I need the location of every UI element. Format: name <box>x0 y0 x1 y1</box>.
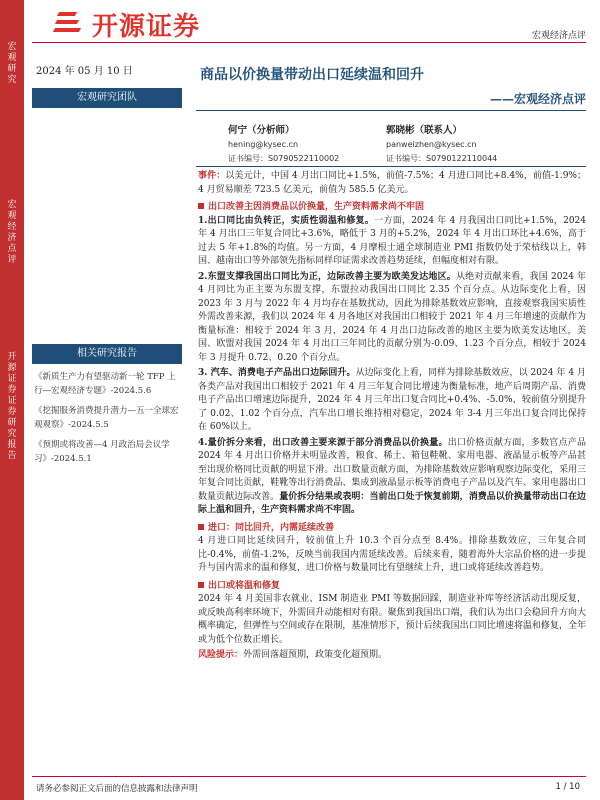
brand-logo <box>52 6 252 40</box>
paragraph: 2024 年 4 月美国非农就业、ISM 制造业 PMI 等数据回踩，制造业补库等经济活动出现反复，或反映高利率环境下，外需回升动能相对有限。聚焦到我国出口端，我们认为出口会稳回升方向大概率确定，但弹性与空间或存在限制，基准情形下，预计后续我国出口同比增速将温和修复，全年或为低个位数正增长。 <box>198 594 586 645</box>
bullet-icon <box>198 524 204 530</box>
related-label: 相关研究报告 <box>32 344 182 364</box>
section-heading: 进口：同比回升，内需延续改善 <box>198 522 586 536</box>
author-email[interactable]: hening@kysec.cn <box>228 140 299 149</box>
section-heading: 出口改善主因消费品以价换量，生产资料需求尚不牢固 <box>198 201 586 215</box>
related-item[interactable]: 《新质生产力有望驱动新一轮 TFP 上行—宏观经济专题》-2024.5.6 <box>34 372 176 396</box>
author-email[interactable]: panweizhen@kysec.cn <box>386 140 477 149</box>
title-divider <box>196 110 586 111</box>
logo-mark-icon <box>52 8 86 38</box>
paragraph: 4 月进口同比延续回升，较前值上升 10.3 个百分点至 8.4%。排除基数效应，三年复合同比-0.4%，前值-1.2%，反映当前我国内需延续改善。后续来看，随着海外大宗品价格的进一步提升与国内需求的温和修复，进口价格与数量同比有望继续上升，进口或将延续改善趋势。 <box>198 536 586 573</box>
paragraph: 4.量价拆分来看，出口改善主要来源于部分消费品以价换量。出口价格贡献方面，多数官点产品 2024 年 4 月出口价格并未明显改善，粮食、稀土、箱包鞋靴、家用电器、液晶显示板等产品甚至出现价格同比贡献的明显下滑。出口数量贡献方面，为排除基数效应影响观察边际变化，采用三年复合同比贡献，鞋靴等出行消费品、集成到液晶显示板等消费电子产品以及汽车、家用电器出口数量贡献边际改善。量价拆分结果或表明：当前出口处于恢复前期，消费品以价换量带动出口在边际上温和回升，生产资料需求尚不牢固。 <box>198 437 586 515</box>
paragraph: 3. 汽车、消费电子产品出口边际回升。从边际变化上看，同样为排除基数效应，以 2024 年 4 月各类产品对我国出口相较于 2021 年 4 月三年复合同比增速为衡量标准，地产后周期产品、消费电子产品出口增速边际提升，2024 年 4 月三年出口复合同比+0.4%、-5.0%，较前值分别提升了 0.02、1.02 个百分点，汽车出口增长维持相对稳定，2024 年 3-4 月三年出口复合同比保持在 60%以上。 <box>198 368 587 432</box>
author-name: 何宁（分析师） <box>228 125 295 136</box>
page-title: 商品以价换量带动出口延续温和回升 <box>200 67 424 83</box>
report-date: 2024 年 05 月 10 日 <box>36 66 133 77</box>
footer-divider <box>32 776 586 777</box>
strip-mid-text: 宏观经济点评 <box>7 200 17 265</box>
author-cert: 证书编号：S0790122110044 <box>386 154 498 163</box>
section-heading: 出口或将温和修复 <box>198 580 586 594</box>
related-item[interactable]: 《挖掘服务消费提升潜力—五一全球宏观观察》-2024.5.5 <box>34 406 179 430</box>
report-type: 宏观经济点评 <box>531 31 586 41</box>
event-paragraph <box>198 170 586 197</box>
side-color-strip <box>0 0 24 800</box>
author-cert: 证书编号：S0790522110002 <box>228 154 340 163</box>
related-item[interactable]: 《预期或将改善—4 月政治局会议学习》-2024.5.1 <box>34 440 170 464</box>
event-text: 以美元计，中国 4 月出口同比+1.5%，前值-7.5%；4 月进口同比+8.4%，前值-1.9%；4 月贸易顺差 723.5 亿美元，前值为 585.5 亿美元。 <box>198 171 586 195</box>
page-subtitle: ——宏观经济点评 <box>489 92 586 106</box>
event-label: 事件： <box>198 171 226 181</box>
author-2 <box>386 122 497 164</box>
team-label: 宏观研究团队 <box>32 88 182 108</box>
brand-name: 开源证券 <box>92 12 201 42</box>
risk-paragraph: 风险提示：外需回落超预期，政策变化超预期。 <box>198 650 388 660</box>
paragraph: 1.出口同比由负转正，实质性弱温和修复。一方面，2024 年 4 月我国出口同比+1.5%，2024 年 4 月出口三年复合同比+3.6%，略低于 3 月的+5.2%，2024 年 4 月出口环比+4.6%，高于过去 5 年+1.8%的均值。另一方面，4 月摩根士通全球制造业 PMI 指数仍处于荣枯线以上，韩国、越南出口等外部领先指标同样印证需求改善趋势延续，但幅度相对有限。 <box>198 215 586 266</box>
footer-disclaimer[interactable]: 请务必参阅正文后面的信息披露和法律声明 <box>36 784 198 794</box>
report-body <box>198 170 586 665</box>
author-1 <box>228 122 339 164</box>
header-divider <box>32 42 586 43</box>
page-number: 1 / 10 <box>555 782 580 792</box>
strip-bottom-text: 开源证券 证券研究报告 <box>7 352 17 461</box>
strip-top-text: 宏观研究 <box>7 42 17 85</box>
author-divider <box>196 166 586 167</box>
paragraph: 2.东盟支撑我国出口同比为正，边际改善主要为欧美发达地区。从绝对贡献来看，我国 2024 年 4 月同比为正主要为东盟支撑，东盟拉动我国出口同比 2.35 个百分点。从边际变化上看，因 2023 年 3 月与 2022 年 4 月均存在基数扰动，因此为排除基数效应影响，直接观察我国实质性外需改善来源，我们以 2024 年 4 月各地区对我国出口相较于 2021 年 4 月三年增速的贡献作为衡量标准：相较于 2024 年 3 月，2024 年 4 月出口边际改善的地区主要为欧美发达地区，美国、欧盟对我国 2024 年 4 月出口三年同比的贡献分别为-0.09、1.23 个百分点，相较于 2024 年 3 月提升 0.72、0.20 个百分点。 <box>198 271 586 363</box>
bullet-icon <box>198 203 204 209</box>
related-list <box>34 370 184 472</box>
author-name: 郭晓彬（联系人） <box>386 125 463 136</box>
bullet-icon <box>198 582 204 588</box>
